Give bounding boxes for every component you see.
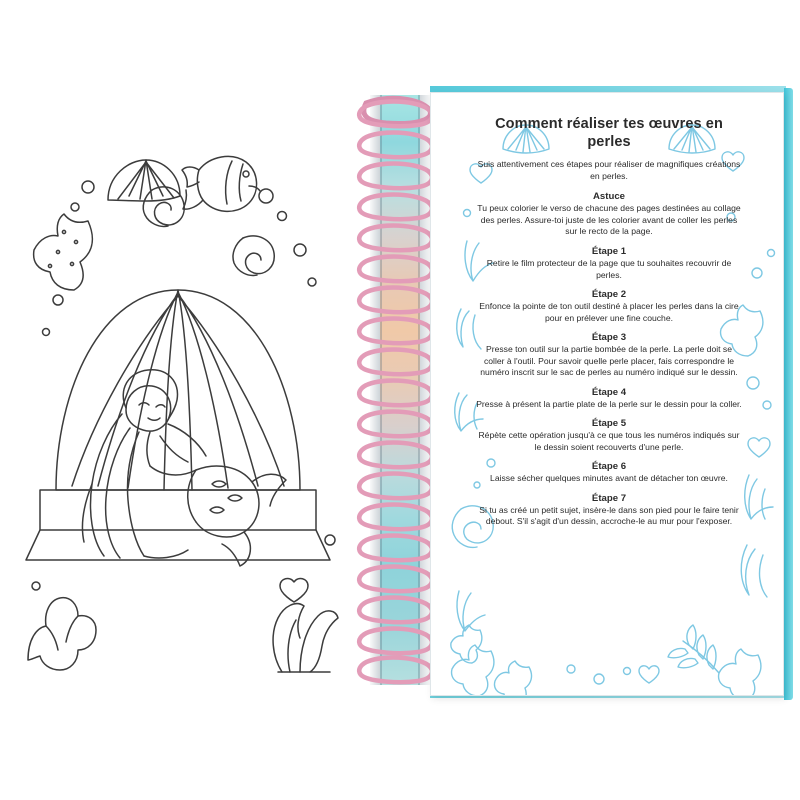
step-6-body: Laisse sécher quelques minutes avant de détacher ton œuvre. bbox=[490, 473, 728, 484]
step-7-heading: Étape 7 bbox=[591, 492, 627, 504]
seaweed-icon bbox=[741, 545, 767, 597]
heart-icon bbox=[748, 438, 770, 457]
step-4-body: Presse à présent la partie plate de la perle sur le dessin pour la coller. bbox=[476, 398, 742, 409]
leaf-branch-icon bbox=[668, 625, 719, 673]
step-3-heading: Étape 3 bbox=[591, 332, 627, 344]
starfish-icon bbox=[452, 645, 494, 695]
step-3-body: Presse ton outil sur la partie bombée de la perle. La perle doit se coller à l'outil. Pour savoir quelle perle placer, fais correspondre le numéro inscrit sur le sac de perles au numéro indiqué sur le dessin. bbox=[480, 344, 738, 378]
bubble-icon bbox=[763, 401, 771, 409]
bubble-icon bbox=[32, 582, 40, 590]
bubble-icon bbox=[325, 535, 335, 545]
mermaid-line-art bbox=[0, 0, 372, 800]
scallop-icon bbox=[108, 160, 180, 201]
bubble-icon bbox=[594, 674, 604, 684]
bubble-icon bbox=[567, 665, 575, 673]
bubble-icon bbox=[82, 181, 94, 193]
bubble-icon bbox=[71, 203, 79, 211]
step-2-heading: Étape 2 bbox=[591, 289, 627, 301]
bubble-icon bbox=[53, 295, 63, 305]
step-5-body: Répète cette opération jusqu'à ce que tous les numéros indiqués sur le dessin soient recouverts d'une perle. bbox=[478, 430, 740, 452]
page-title: Comment réaliser tes œuvres en perles bbox=[495, 116, 723, 151]
left-coloring-page bbox=[0, 0, 372, 800]
mermaid-figure bbox=[82, 370, 286, 566]
heart-icon bbox=[639, 666, 659, 683]
coral-icon bbox=[457, 591, 485, 631]
starfish-icon bbox=[494, 661, 531, 695]
step-5-heading: Étape 5 bbox=[591, 418, 627, 430]
bubble-icon bbox=[43, 329, 50, 336]
book-right-edge bbox=[784, 88, 793, 700]
step-4-heading: Étape 4 bbox=[591, 386, 627, 398]
starfish-icon bbox=[719, 649, 761, 695]
seashell-big bbox=[26, 290, 330, 560]
step-2-body: Enfonce la pointe de ton outil destiné à placer les perles dans la cire pour en prélever une fine couche. bbox=[479, 301, 739, 323]
bubble-icon bbox=[464, 210, 471, 217]
starfish-icon bbox=[451, 625, 482, 663]
bubble-icon bbox=[278, 212, 287, 221]
coral-icon bbox=[28, 598, 96, 670]
tip-heading: Astuce bbox=[593, 191, 625, 203]
bubble-icon bbox=[294, 244, 306, 256]
bubble-icon bbox=[768, 250, 775, 257]
coral-icon bbox=[745, 475, 773, 519]
bubble-icon bbox=[308, 278, 316, 286]
seaweed-icon bbox=[273, 604, 338, 672]
fish-icon bbox=[182, 156, 260, 211]
tip-body: Tu peux colorier le verso de chacune des pages destinées au collage des perles. Assure-toi juste de les colorier avant de coller les perles sur le recto de la page. bbox=[477, 203, 741, 237]
spiral-shell-icon bbox=[233, 236, 274, 275]
step-7-body: Si tu as créé un petit sujet, insère-le dans son pied pour le faire tenir debout. S'il s'agit d'un dessin, accroche-le au mur pour l'exposer. bbox=[479, 504, 739, 527]
bubble-icon bbox=[259, 189, 273, 203]
spiral-shell-icon bbox=[143, 187, 184, 227]
step-1-heading: Étape 1 bbox=[591, 245, 627, 257]
starfish-icon bbox=[34, 214, 93, 290]
intro-text: Suis attentivement ces étapes pour réaliser de magnifiques créations en perles. bbox=[477, 159, 741, 181]
bubble-icon bbox=[747, 377, 759, 389]
step-1-body: Retire le film protecteur de la page que tu souhaites recouvrir de perles. bbox=[486, 257, 732, 280]
instructions-text-column bbox=[475, 111, 743, 528]
bubble-icon bbox=[752, 268, 762, 278]
step-6-heading: Étape 6 bbox=[591, 461, 627, 473]
bubble-icon bbox=[624, 668, 631, 675]
right-instruction-page bbox=[430, 92, 784, 696]
heart-icon bbox=[280, 579, 308, 602]
